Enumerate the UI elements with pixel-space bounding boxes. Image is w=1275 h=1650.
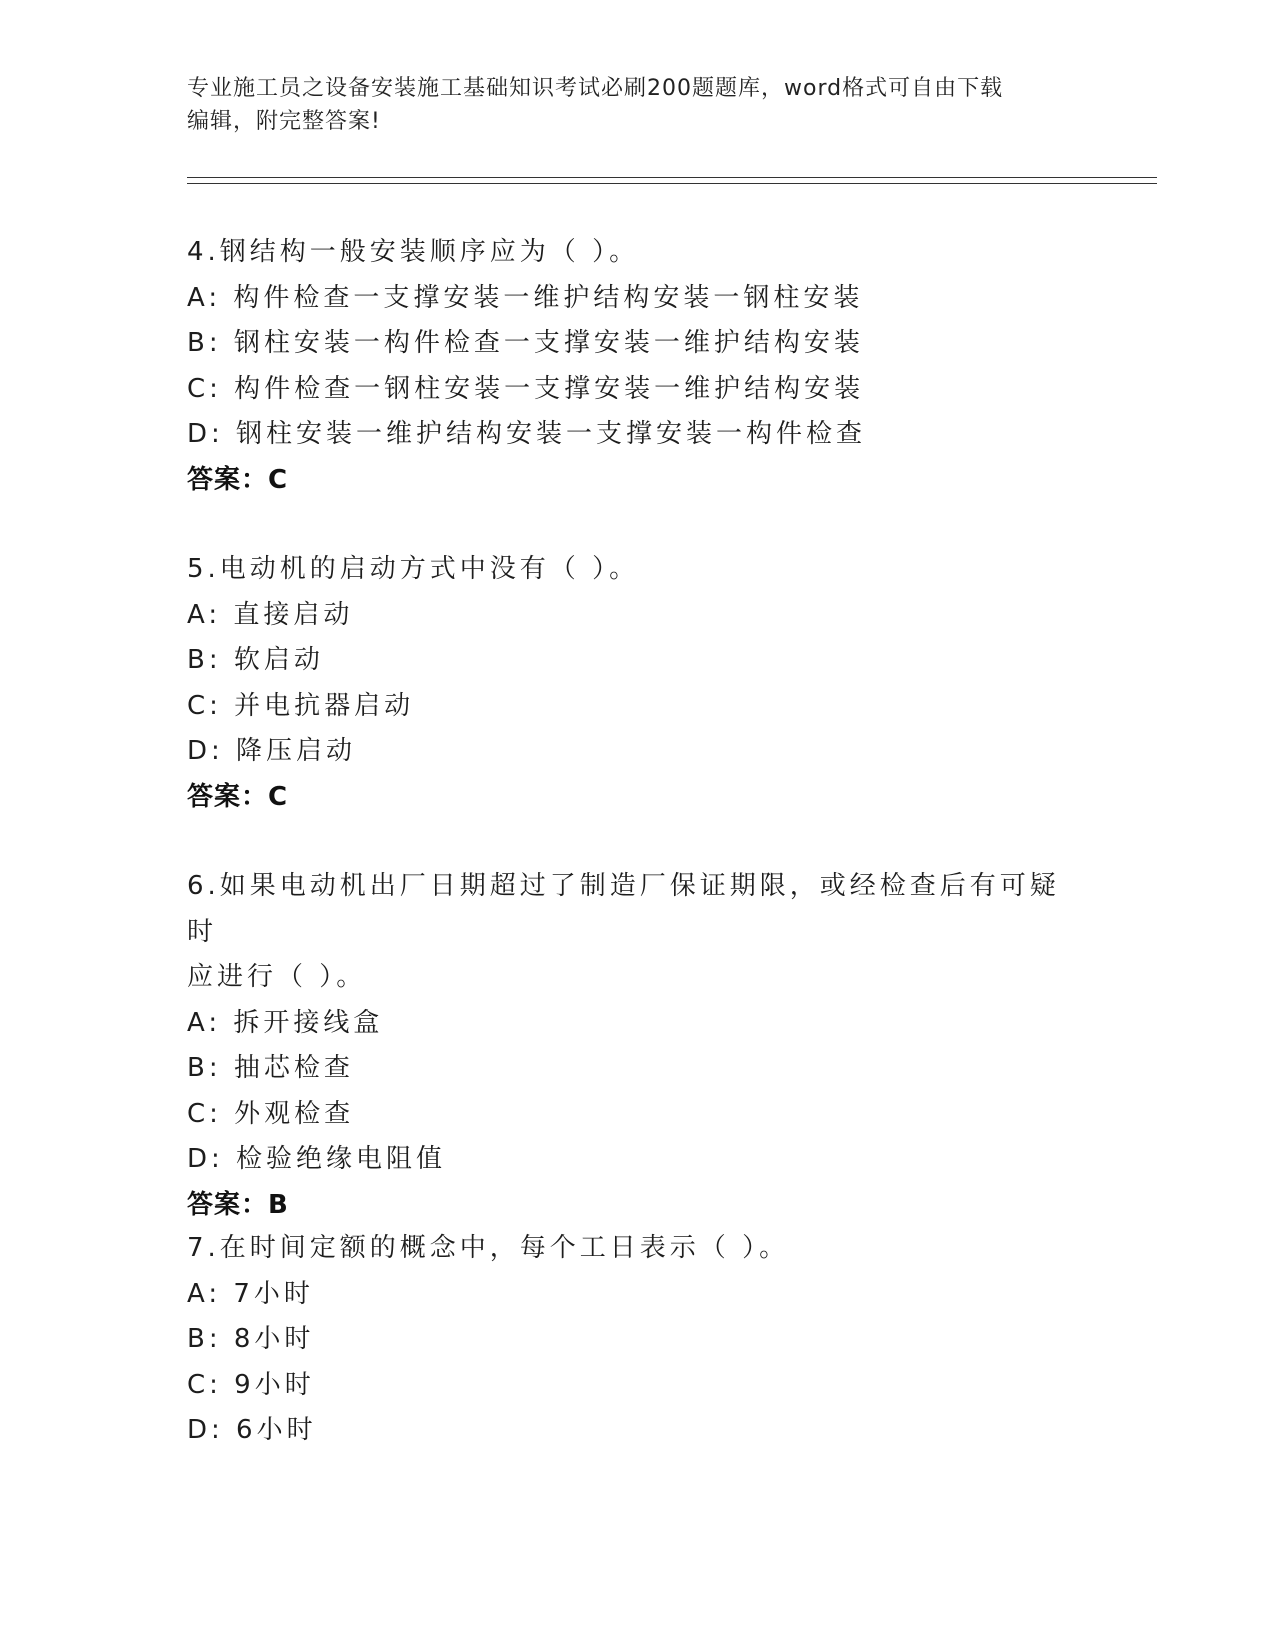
answer: 答案：B <box>187 1189 289 1220</box>
option-d: D: 6小时 <box>187 1415 317 1445</box>
question-stem-line-2: 应进行（ ）。 <box>187 962 367 992</box>
header-line-2: 编辑，附完整答案! <box>187 109 381 134</box>
question-stem: 5.电动机的启动方式中没有（ ）。 <box>187 554 640 584</box>
option-c: C: 外观检查 <box>187 1098 355 1129</box>
question-stem: 7.在时间定额的概念中，每个工日表示（ ）。 <box>187 1233 790 1263</box>
header-rule-bottom <box>187 183 1157 184</box>
option-a: A: 构件检查一支撑安装一维护结构安装一钢柱安装 <box>187 282 864 313</box>
option-a: A: 7小时 <box>187 1278 314 1309</box>
question-stem-line-1: 6.如果电动机出厂日期超过了制造厂保证期限，或经检查后有可疑时 <box>187 871 1060 947</box>
option-b: B: 软启动 <box>187 645 324 675</box>
option-d: D: 检验绝缘电阻值 <box>187 1144 447 1174</box>
option-d: D: 钢柱安装一维护结构安装一支撑安装一构件检查 <box>187 419 867 449</box>
question-4 <box>187 230 1087 503</box>
option-c: C: 并电抗器启动 <box>187 690 415 721</box>
question-5 <box>187 547 1087 820</box>
answer: 答案：C <box>187 464 289 495</box>
option-a: A: 拆开接线盒 <box>187 1007 384 1038</box>
option-b: B: 钢柱安装一构件检查一支撑安装一维护结构安装 <box>187 328 864 358</box>
question-stem: 4.钢结构一般安装顺序应为（ ）。 <box>187 237 640 267</box>
header-rule-top <box>187 177 1157 178</box>
question-6 <box>187 864 1087 1228</box>
option-b: B: 8小时 <box>187 1324 315 1354</box>
option-b: B: 抽芯检查 <box>187 1053 354 1083</box>
document-header <box>187 72 1087 138</box>
option-d: D: 降压启动 <box>187 736 357 766</box>
option-c: C: 构件检查一钢柱安装一支撑安装一维护结构安装 <box>187 373 865 404</box>
header-line-1: 专业施工员之设备安装施工基础知识考试必刷200题题库，word格式可自由下载 <box>187 76 1004 101</box>
option-a: A: 直接启动 <box>187 599 354 630</box>
option-c: C: 9小时 <box>187 1369 315 1400</box>
answer: 答案：C <box>187 781 289 812</box>
question-7 <box>187 1226 1087 1454</box>
